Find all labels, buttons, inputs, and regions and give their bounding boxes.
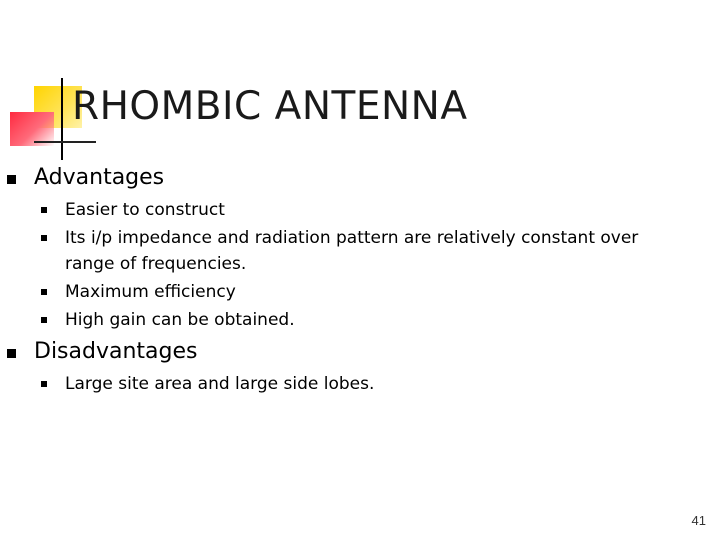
page-number: 41 — [691, 513, 706, 528]
list-bullet-icon — [41, 207, 47, 213]
list-bullet-icon — [41, 317, 47, 323]
list-item: Easier to construct — [65, 200, 225, 220]
list-item: Maximum efficiency — [65, 282, 236, 302]
list-bullet-icon — [41, 289, 47, 295]
section-heading-advantages: Advantages — [34, 165, 165, 190]
list-bullet-icon — [41, 235, 47, 241]
slide-title: RHOMBIC ANTENNA — [72, 84, 468, 129]
section-heading-disadvantages: Disadvantages — [34, 339, 198, 364]
vertical-line-decoration — [61, 78, 63, 160]
section-bullet-icon — [7, 175, 16, 184]
list-bullet-icon — [41, 381, 47, 387]
section-bullet-icon — [7, 349, 16, 358]
list-item: Large site area and large side lobes. — [65, 374, 375, 394]
list-item: Its i/p impedance and radiation pattern are relatively constant over range of frequencies. — [65, 228, 639, 274]
horizontal-line-decoration — [34, 141, 96, 143]
list-item: High gain can be obtained. — [65, 310, 295, 330]
